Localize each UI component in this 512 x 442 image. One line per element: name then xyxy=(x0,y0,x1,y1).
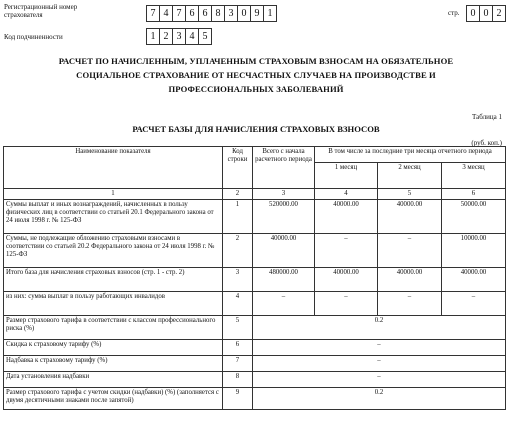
row-month-3[interactable]: 40000.00 xyxy=(442,268,506,292)
row-total[interactable]: 520000.00 xyxy=(253,200,315,234)
table-row xyxy=(4,372,506,388)
subordination-code-cells[interactable] xyxy=(146,28,211,45)
row-code: 7 xyxy=(223,356,253,372)
header-code: Код строки xyxy=(223,147,253,189)
reg-number-digit[interactable]: 0 xyxy=(237,5,251,22)
reg-number-digit[interactable]: 9 xyxy=(250,5,264,22)
header-total: Всего с начала расчетного периода xyxy=(253,147,315,189)
page-number-digit[interactable]: 0 xyxy=(466,5,480,22)
row-month-1[interactable]: 40000.00 xyxy=(315,268,378,292)
row-total[interactable]: – xyxy=(253,292,315,316)
page-label: стр. xyxy=(448,9,460,17)
col-number: 4 xyxy=(315,189,378,200)
contribution-base-table xyxy=(3,146,506,410)
col-number: 1 xyxy=(4,189,223,200)
reg-number-digit[interactable]: 7 xyxy=(146,5,160,22)
table-row xyxy=(4,356,506,372)
row-value[interactable]: – xyxy=(253,356,506,372)
row-name: Суммы, не подлежащие обложению страховыми взносами в соответствии со статьей 20.2 Федерального закона от 24 июля 1998 г. № 125-ФЗ xyxy=(4,234,223,268)
table-row xyxy=(4,340,506,356)
row-code: 6 xyxy=(223,340,253,356)
row-name: Суммы выплат и иных вознаграждений, начисленных в пользу физических лиц в соответствии со статьей 20.1 Федерального закона от 24 июля 1998 г. № 125-ФЗ xyxy=(4,200,223,234)
row-value[interactable]: – xyxy=(253,340,506,356)
col-number: 6 xyxy=(442,189,506,200)
subordination-code-digit[interactable]: 4 xyxy=(185,28,199,45)
subordination-code-digit[interactable]: 5 xyxy=(198,28,212,45)
table-row xyxy=(4,292,506,316)
row-name: Итого база для начисления страховых взносов (стр. 1 - стр. 2) xyxy=(4,268,223,292)
reg-number-digit[interactable]: 8 xyxy=(211,5,225,22)
row-month-3[interactable]: – xyxy=(442,292,506,316)
document-title: РАСЧЕТ ПО НАЧИСЛЕННЫМ, УПЛАЧЕННЫМ СТРАХОВЫМ ВЗНОСАМ НА ОБЯЗАТЕЛЬНОЕ СОЦИАЛЬНОЕ СТРАХОВАНИЕ ОТ НЕСЧАСТНЫХ СЛУЧАЕВ НА ПРОИЗВОДСТВЕ И ПРОФЕССИОНАЛЬНЫХ ЗАБОЛЕВАНИЙ xyxy=(58,56,454,94)
row-code: 9 xyxy=(223,388,253,410)
row-code: 5 xyxy=(223,316,253,340)
row-value[interactable]: 0.2 xyxy=(253,316,506,340)
col-number: 2 xyxy=(223,189,253,200)
table-title: РАСЧЕТ БАЗЫ ДЛЯ НАЧИСЛЕНИЯ СТРАХОВЫХ ВЗНОСОВ xyxy=(132,124,380,134)
row-value[interactable]: – xyxy=(253,372,506,388)
col-number: 5 xyxy=(378,189,442,200)
row-month-1[interactable]: – xyxy=(315,292,378,316)
header-month-3: 3 месяц xyxy=(442,163,506,189)
subordination-code-digit[interactable]: 2 xyxy=(159,28,173,45)
page-number-cells[interactable] xyxy=(466,5,505,22)
row-month-2[interactable]: 40000.00 xyxy=(378,268,442,292)
table-row xyxy=(4,234,506,268)
page-number-digit[interactable]: 0 xyxy=(479,5,493,22)
reg-number-digit[interactable]: 6 xyxy=(185,5,199,22)
row-code: 3 xyxy=(223,268,253,292)
reg-number-cells[interactable] xyxy=(146,5,276,22)
header-last-three-months: В том числе за последние три месяца отчетного периода xyxy=(315,147,506,163)
subordination-code-digit[interactable]: 1 xyxy=(146,28,160,45)
row-total[interactable]: 40000.00 xyxy=(253,234,315,268)
row-name: Размер страхового тарифа с учетом скидки (надбавки) (%) (заполняется с двумя десятичными знаками после запятой) xyxy=(4,388,223,410)
table-row xyxy=(4,268,506,292)
row-value[interactable]: 0.2 xyxy=(253,388,506,410)
row-total[interactable]: 480000.00 xyxy=(253,268,315,292)
units-label: (руб. коп.) xyxy=(471,139,502,147)
row-month-2[interactable]: 40000.00 xyxy=(378,200,442,234)
row-month-1[interactable]: 40000.00 xyxy=(315,200,378,234)
row-name: Надбавка к страховому тарифу (%) xyxy=(4,356,223,372)
row-month-2[interactable]: – xyxy=(378,292,442,316)
column-numbers-row xyxy=(4,189,506,200)
header-name: Наименование показателя xyxy=(4,147,223,189)
reg-number-digit[interactable]: 1 xyxy=(263,5,277,22)
col-number: 3 xyxy=(253,189,315,200)
row-name: Скидка к страховому тарифу (%) xyxy=(4,340,223,356)
table-row xyxy=(4,316,506,340)
row-code: 2 xyxy=(223,234,253,268)
row-name: Дата установления надбавки xyxy=(4,372,223,388)
row-code: 1 xyxy=(223,200,253,234)
row-month-2[interactable]: – xyxy=(378,234,442,268)
row-code: 8 xyxy=(223,372,253,388)
reg-number-digit[interactable]: 4 xyxy=(159,5,173,22)
reg-number-digit[interactable]: 3 xyxy=(224,5,238,22)
page-number-digit[interactable]: 2 xyxy=(492,5,506,22)
table-label: Таблица 1 xyxy=(472,113,502,121)
header-month-2: 2 месяц xyxy=(378,163,442,189)
reg-number-label: Регистрационный номер страхователя xyxy=(4,3,78,19)
row-name: из них: сумма выплат в пользу работающих инвалидов xyxy=(4,292,223,316)
header-month-1: 1 месяц xyxy=(315,163,378,189)
row-month-3[interactable]: 10000.00 xyxy=(442,234,506,268)
table-row xyxy=(4,200,506,234)
row-month-1[interactable]: – xyxy=(315,234,378,268)
row-month-3[interactable]: 50000.00 xyxy=(442,200,506,234)
subordination-code-digit[interactable]: 3 xyxy=(172,28,186,45)
row-code: 4 xyxy=(223,292,253,316)
reg-number-digit[interactable]: 7 xyxy=(172,5,186,22)
subordination-code-label: Код подчиненности xyxy=(4,33,63,41)
reg-number-digit[interactable]: 6 xyxy=(198,5,212,22)
table-row xyxy=(4,388,506,410)
row-name: Размер страхового тарифа в соответствии с классом профессионального риска (%) xyxy=(4,316,223,340)
